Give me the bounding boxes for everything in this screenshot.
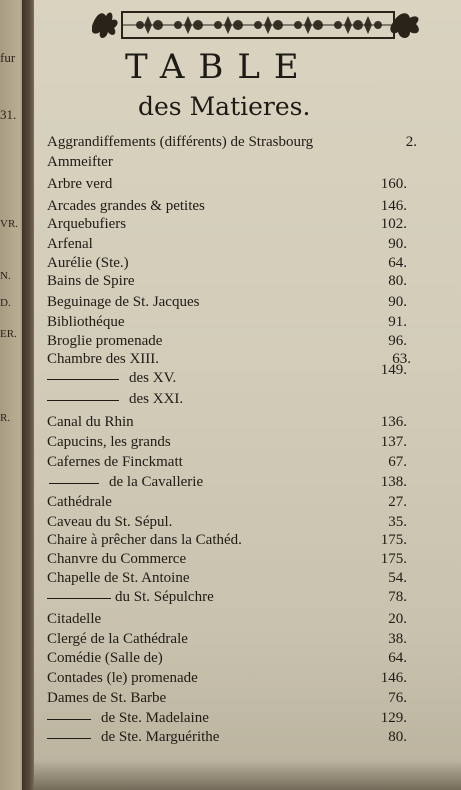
entry-label: Arcades grandes & petites <box>47 198 205 214</box>
entry-page-number: 149. <box>380 362 407 378</box>
ditto-dash <box>47 598 111 599</box>
index-entry <box>47 611 407 629</box>
index-entry <box>47 391 407 409</box>
entry-page-number: 54. <box>388 570 407 586</box>
entry-label: Arfenal <box>47 236 93 252</box>
ditto-dash <box>47 738 91 739</box>
entry-label: Arquebufiers <box>47 216 127 232</box>
entry-page-number: 35. <box>388 514 407 530</box>
entry-label: Chanvre du Commerce <box>47 551 187 567</box>
entry-page-number: 91. <box>388 314 407 330</box>
ditto-dash <box>47 400 119 401</box>
entry-page-number: 80. <box>388 273 407 289</box>
entry-page-number: 63. <box>392 351 411 367</box>
index-entry <box>47 216 407 234</box>
entry-page-number: 175. <box>380 532 407 548</box>
entry-label: Ammeifter <box>47 154 113 170</box>
page-subtitle: des Matieres. <box>138 92 311 121</box>
entry-label: Bibliothéque <box>47 314 125 330</box>
entry-page-number: 90. <box>388 236 407 252</box>
index-entry <box>47 532 407 550</box>
entry-page-number: 67. <box>388 454 407 470</box>
entry-label: des XV. <box>129 370 177 386</box>
index-entry <box>47 690 407 708</box>
entry-page-number: 2. <box>405 134 417 150</box>
index-entry <box>47 494 407 512</box>
entry-page-number: 160. <box>380 176 407 192</box>
index-entry <box>47 474 407 492</box>
index-entry <box>47 255 407 273</box>
entry-page-number: 76. <box>388 690 407 706</box>
entry-page-number: 137. <box>380 434 407 450</box>
index-entry <box>47 570 407 588</box>
entry-label: Caveau du St. Sépul. <box>47 514 173 530</box>
entry-page-number: 90. <box>388 294 407 310</box>
entry-label: Dames de St. Barbe <box>47 690 167 706</box>
index-entry <box>47 236 407 254</box>
index-entry <box>47 314 407 332</box>
entry-label: Chaire à prêcher dans la Cathéd. <box>47 532 242 548</box>
page-title: TABLE <box>125 47 313 87</box>
entry-page-number: 80. <box>388 729 407 745</box>
index-entry <box>47 176 407 194</box>
page-bottom-shadow <box>34 760 461 790</box>
entry-label: Cafernes de Finckmatt <box>47 454 183 470</box>
entry-page-number: 20. <box>388 611 407 627</box>
entry-label: Aggrandiffements (différents) de Strasbourg <box>47 134 314 150</box>
left-margin-fragment: R. <box>0 412 11 424</box>
index-entry <box>47 589 407 607</box>
index-entry <box>47 362 407 388</box>
entry-page-number: 146. <box>380 198 407 214</box>
index-entry <box>47 631 407 649</box>
index-entry <box>47 273 407 291</box>
index-entry <box>47 414 407 432</box>
entry-label: de la Cavallerie <box>109 474 204 490</box>
entry-label: Clergé de la Cathédrale <box>47 631 188 647</box>
entry-label: Capucins, les grands <box>47 434 171 450</box>
ditto-dash <box>49 483 99 484</box>
entry-label: Citadelle <box>47 611 102 627</box>
entry-label: Cathédrale <box>47 494 112 510</box>
index-entry <box>47 551 407 569</box>
entry-page-number: 136. <box>380 414 407 430</box>
index-entry <box>47 670 407 688</box>
left-margin-fragment: fur <box>0 50 16 65</box>
entry-page-number: 96. <box>388 333 407 349</box>
index-entry <box>47 333 407 351</box>
entry-page-number: 78. <box>388 589 407 605</box>
index-entry <box>47 134 417 152</box>
entry-label: Broglie promenade <box>47 333 163 349</box>
index-entry <box>47 294 407 312</box>
ditto-dash <box>47 719 91 720</box>
index-entry <box>47 729 407 747</box>
fleuron-ornament-icon <box>92 6 424 46</box>
left-margin-fragment: 31. <box>0 107 17 122</box>
entry-page-number: 64. <box>388 255 407 271</box>
index-entry <box>47 514 407 532</box>
index-entry <box>47 710 407 728</box>
entry-page-number: 27. <box>388 494 407 510</box>
entry-label: Comédie (Salle de) <box>47 650 163 666</box>
entry-page-number: 146. <box>380 670 407 686</box>
entry-label: Chapelle de St. Antoine <box>47 570 190 586</box>
entry-page-number: 129. <box>380 710 407 726</box>
entry-label: de Ste. Madelaine <box>101 710 209 726</box>
index-entry <box>47 154 407 172</box>
entry-label: Beguinage de St. Jacques <box>47 294 200 310</box>
left-margin-fragment: N. <box>0 270 11 282</box>
left-margin-fragment: ER. <box>0 328 17 340</box>
entry-page-number: 175. <box>380 551 407 567</box>
entry-label: de Ste. Marguérithe <box>101 729 220 745</box>
ditto-dash <box>47 379 119 380</box>
index-entry <box>47 198 407 216</box>
entry-page-number: 102. <box>380 216 407 232</box>
entry-label: du St. Sépulchre <box>115 589 214 605</box>
index-entry <box>47 434 407 452</box>
entry-page-number: 64. <box>388 650 407 666</box>
entry-label: Arbre verd <box>47 176 113 192</box>
entry-page-number: 138. <box>380 474 407 490</box>
entry-label: Canal du Rhin <box>47 414 134 430</box>
left-margin-fragment: D. <box>0 297 11 309</box>
entry-label: Contades (le) promenade <box>47 670 198 686</box>
entry-page-number: 38. <box>388 631 407 647</box>
entry-label: Aurélie (Ste.) <box>47 255 129 271</box>
entry-label: Chambre des XIII. <box>47 351 160 367</box>
left-margin-fragment: VR. <box>0 218 19 230</box>
index-entry <box>47 454 407 472</box>
entry-label: des XXI. <box>129 391 184 407</box>
index-entry <box>47 351 411 369</box>
index-entry <box>47 650 407 668</box>
entry-label: Bains de Spire <box>47 273 135 289</box>
